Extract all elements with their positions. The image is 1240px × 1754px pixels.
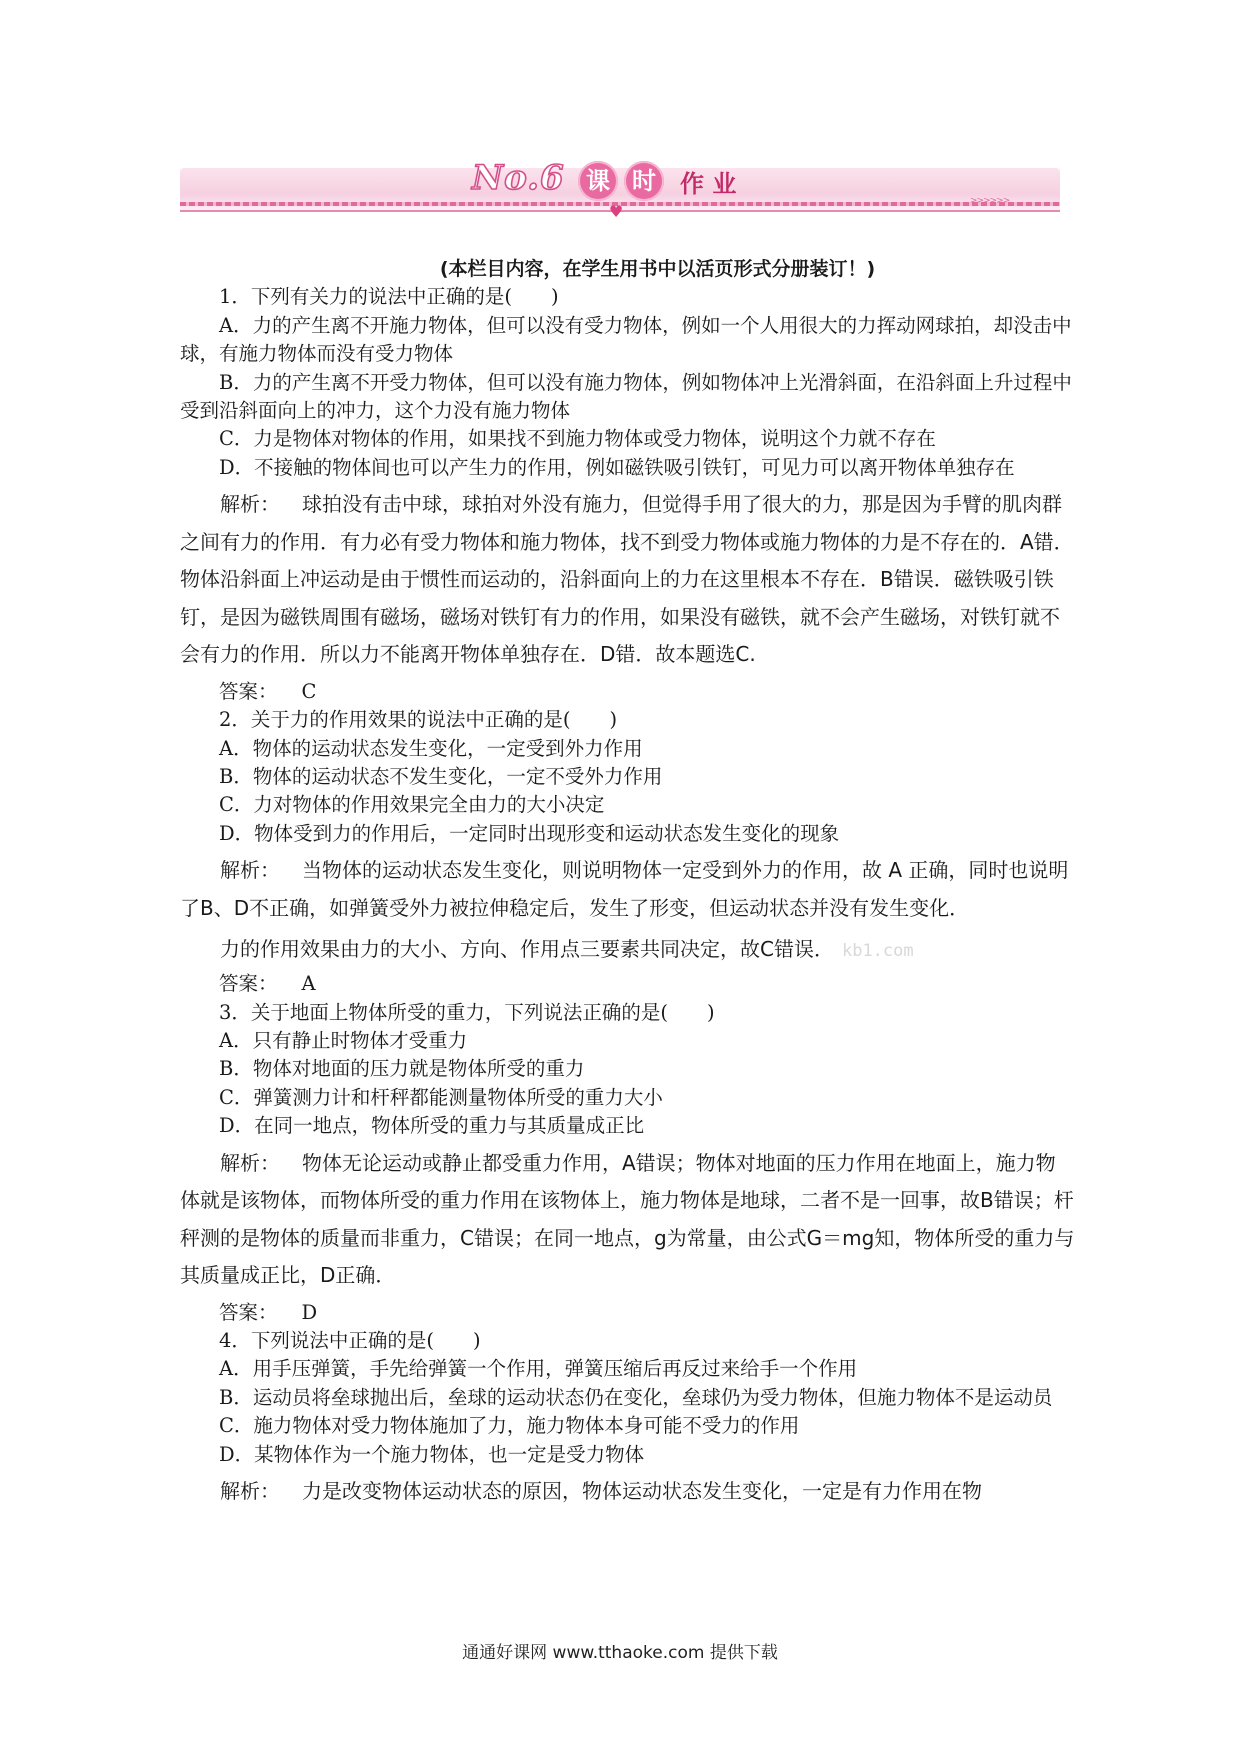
option: B．力的产生离不开受力物体，但可以没有施力物体，例如物体冲上光滑斜面，在沿斜面上升过程中受到沿斜面向上的冲力，这个力没有施力物体 [180, 370, 1072, 423]
header-homework: 作 业 [680, 170, 737, 198]
option: B．运动员将垒球抛出后，垒球的运动状态仍在变化，垒球仍为受力物体，但施力物体不是运动员 [219, 1385, 1053, 1409]
question-stem: 3．关于地面上物体所受的重力，下列说法正确的是( ) [219, 1000, 715, 1024]
header-circle-shi: 时 [624, 161, 664, 201]
question-stem: 1．下列有关力的说法中正确的是( ) [219, 285, 559, 309]
header-circle-ke: 课 [578, 161, 618, 201]
answer-value: C [301, 679, 317, 703]
option: D．不接触的物体间也可以产生力的作用，例如磁铁吸引铁钉，可见力可以离开物体单独存在 [219, 455, 1015, 479]
answer-value: A [301, 972, 316, 996]
option: A．只有静止时物体才受重力 [219, 1029, 468, 1052]
answer-value: D [301, 1300, 318, 1324]
answer-label: 答案： [219, 679, 278, 703]
heart-icon: ♥ [608, 202, 624, 221]
option: C．力是物体对物体的作用，如果找不到施力物体或受力物体，说明这个力就不存在 [219, 427, 936, 451]
explanation-label: 解析： [220, 492, 280, 517]
answer [180, 678, 1075, 706]
explanation-label: 解析： [220, 1150, 280, 1175]
explanation [180, 486, 1075, 674]
binding-note: (本栏目内容，在学生用书中以活页形式分册装订！) [439, 258, 876, 280]
watermark: kb1.com [841, 941, 914, 962]
page-footer: 通通好课网 www.tthaoke.com 提供下载 [462, 1643, 778, 1663]
option: A．力的产生离不开施力物体，但可以没有受力物体，例如一个人用很大的力挥动网球拍，却没击中球，有施力物体而没有受力物体 [180, 313, 1072, 366]
chevrons-icon: >>>>>> [970, 196, 1010, 206]
explanation-text: 当物体的运动状态发生变化，则说明物体一定受到外力的作用，故 A 正确，同时也说明了B、D不正确，如弹簧受外力被拉伸稳定后，发生了形变，但运动状态并没有发生变化． [180, 858, 1069, 920]
explanation [180, 1473, 1075, 1511]
answer [180, 1299, 1075, 1327]
explanation-continued [180, 931, 1075, 970]
option: B．物体对地面的压力就是物体所受的重力 [219, 1057, 585, 1081]
option: B．物体的运动状态不发生变化，一定不受外力作用 [219, 764, 663, 788]
answer-label: 答案： [219, 1300, 278, 1324]
answer-label: 答案： [219, 972, 278, 996]
explanation [180, 1145, 1075, 1295]
explanation-cont-text: 力的作用效果由力的大小、方向、作用点三要素共同决定，故C错误． [220, 937, 834, 962]
option: D．在同一地点，物体所受的重力与其质量成正比 [219, 1114, 645, 1138]
option: D．某物体作为一个施力物体，也一定是受力物体 [219, 1442, 645, 1466]
option: C．施力物体对受力物体施加了力，施力物体本身可能不受力的作用 [219, 1414, 800, 1438]
lesson-number: No.6 [472, 158, 565, 198]
option: A．用手压弹簧，手先给弹簧一个作用，弹簧压缩后再反过来给手一个作用 [219, 1357, 858, 1381]
page-content [180, 236, 1075, 1515]
explanation-label: 解析： [220, 858, 280, 883]
question-stem: 4．下列说法中正确的是( ) [219, 1329, 481, 1353]
option: D．物体受到力的作用后，一定同时出现形变和运动状态发生变化的现象 [219, 821, 840, 845]
option: C．力对物体的作用效果完全由力的大小决定 [219, 793, 605, 817]
answer [180, 970, 1075, 998]
lesson-header [180, 150, 1060, 220]
question-stem: 2．关于力的作用效果的说法中正确的是( ) [219, 708, 618, 732]
explanation-text: 力是改变物体运动状态的原因，物体运动状态发生变化，一定是有力作用在物 [302, 1479, 982, 1504]
explanation-text: 物体无论运动或静止都受重力作用，A错误；物体对地面的压力作用在地面上，施力物体就是该物体，而物体所受的重力作用在该物体上，施力物体是地球，二者不是一回事，故B错误；杆秤测的是物体的质量而非重力，C错误；在同一地点，g为常量，由公式G＝mg知，物体所受的重力与其质量成正比，D正确． [180, 1150, 1075, 1288]
option: C．弹簧测力计和杆秤都能测量物体所受的重力大小 [219, 1085, 663, 1109]
explanation [180, 852, 1075, 927]
explanation-label: 解析： [220, 1479, 280, 1504]
option: A．物体的运动状态发生变化，一定受到外力作用 [219, 736, 643, 760]
explanation-text: 球拍没有击中球，球拍对外没有施力，但觉得手用了很大的力，那是因为手臂的肌肉群之间有力的作用．有力必有受力物体和施力物体，找不到受力物体或施力物体的力是不存在的．A错．物体沿斜面上冲运动是由于惯性而运动的，沿斜面向上的力在这里根本不存在．B错误．磁铁吸引铁钉，是因为磁铁周围有磁场，磁场对铁钉有力的作用，如果没有磁铁，就不会产生磁场，对铁钉就不会有力的作用．所以力不能离开物体单独存在．D错．故本题选C. [180, 492, 1074, 667]
